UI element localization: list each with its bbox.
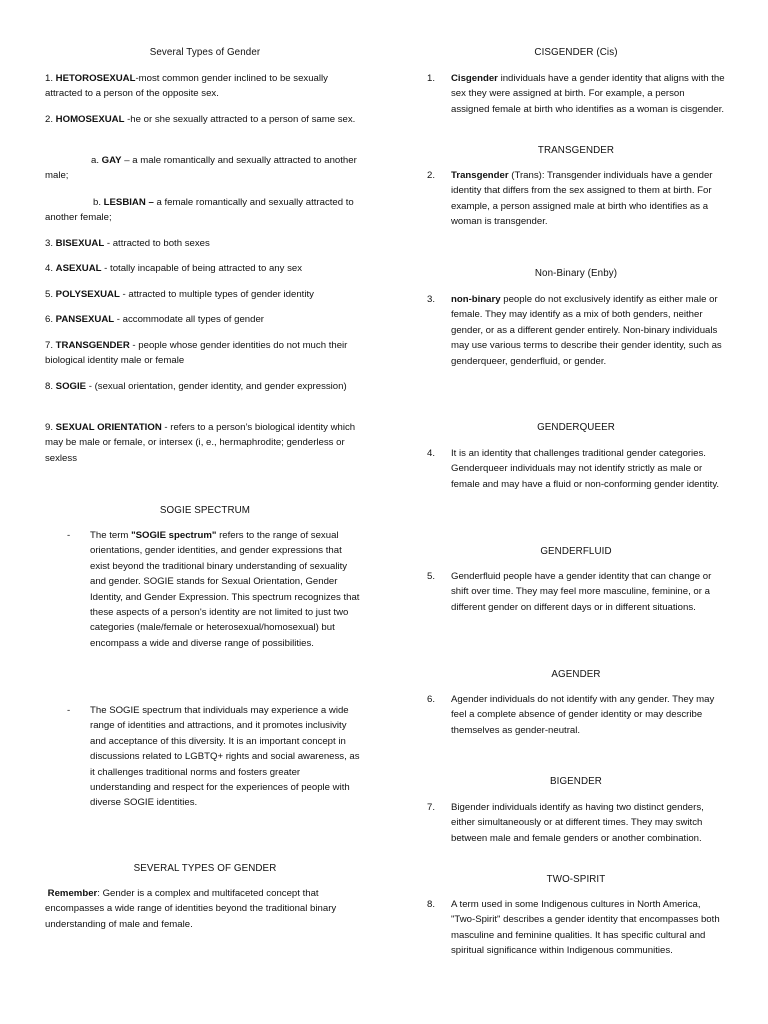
gender-item-8: 8. SOGIE - (sexual orientation, gender identity, and gender expression) (45, 381, 347, 392)
cisgender-item: 1. Cisgender individuals have a gender identity that aligns with the sex they were assigned at birth. For example, a person assigned female at birth who identifies as a woman is cisgender. (427, 73, 725, 115)
gender-item-3: 3. BISEXUAL - attracted to both sexes (45, 238, 210, 249)
agender-title: AGENDER (551, 669, 601, 680)
gender-item-6: 6. PANSEXUAL - accommodate all types of gender (45, 314, 264, 325)
bullet-dash: - (67, 705, 71, 716)
section-title: Several Types of Gender (149, 47, 261, 58)
non-binary-item: 3. non-binary people do not exclusively identify as either male or female. They may identify as a mix of both genders, neither gender, or as a different gender entirely. Non-binary individuals may use various terms to describe their gender identity, such as genderqueer, genderfluid, or gender. (427, 294, 722, 367)
remember-paragraph: Remember: Gender is a complex and multifaceted concept that encompasses a wide range of identities beyond the traditional binary understanding of male and female. (45, 888, 337, 930)
genderqueer-item: 4. It is an identity that challenges traditional gender categories. Genderqueer individuals may not identify strictly as male or female and may have a fluid or non-conforming gender identity. (427, 448, 720, 490)
several-types-title: SEVERAL TYPES OF GENDER (133, 863, 277, 874)
gender-subitem-b: b. LESBIAN – a female romantically and sexually attracted to another female; (45, 197, 354, 224)
gender-item-1: 1. HETOROSEXUAL-most common gender inclined to be sexually attracted to a person of the opposite sex. (45, 73, 328, 100)
bullet-text: The term "SOGIE spectrum" refers to the range of sexual orientations, gender identities, and gender expressions that exist beyond the traditional binary understanding of sexuality and gender. SOGIE stands for Sexual Orientation, Gender Identity, and Gender Expression. This spectrum recognizes that these aspects of a person's identity are not limited to just two categories (male/female or heterosexual/homosexual) but encompass a wide and diverse range of possibilities. (90, 530, 360, 649)
gender-item-9: 9. SEXUAL ORIENTATION - refers to a person’s biological identity which may be male or female, or intersex (i, e., hermaphrodite; genderless or sexless (45, 422, 356, 464)
gender-item-4: 4. ASEXUAL - totally incapable of being attracted to any sex (45, 263, 303, 274)
genderfluid-title: GENDERFLUID (540, 546, 612, 557)
two-spirit-item: 8. A term used in some Indigenous cultures in North America, "Two-Spirit" describes a gender identity that encompasses both masculine and feminine qualities. It has specific cultural and spiritual significance within Indigenous communities. (427, 899, 720, 957)
sogie-spectrum-title: SOGIE SPECTRUM (159, 505, 251, 516)
two-spirit-title: TWO-SPIRIT (546, 874, 606, 885)
genderfluid-item: 5. Genderfluid people have a gender identity that can change or shift over time. They may feel more masculine, feminine, or a different gender on different days or in different situations. (427, 571, 712, 613)
sogie-bullet-2 (45, 703, 365, 811)
bullet-text: The SOGIE spectrum that individuals may experience a wide range of identities and attractions, and it promotes inclusivity and acceptance of this diversity. It is an important concept in discussions related to LGBTQ+ rights and social awareness, as it challenges traditional norms and fosters greater understanding and respect for the experiences of people with diverse SOGIE identities. (90, 705, 360, 809)
gender-subitem-a: a. GAY – a male romantically and sexually attracted to another male; (45, 155, 357, 182)
gender-item-5: 5. POLYSEXUAL - attracted to multiple types of gender identity (45, 289, 314, 300)
gender-item-7: 7. TRANSGENDER - people whose gender identities do not much their biological identity male or female (45, 340, 348, 367)
non-binary-title: Non-Binary (Enby) (534, 268, 618, 279)
genderqueer-title: GENDERQUEER (537, 422, 615, 433)
bigender-item: 7. Bigender individuals identify as having two distinct genders, either simultaneously or at different times. They may switch between male and female genders or another combination. (427, 802, 704, 844)
bullet-dash: - (67, 530, 71, 541)
sogie-bullet-1 (45, 528, 365, 651)
agender-item: 6. Agender individuals do not identify with any gender. They may feel a complete absence of gender identity or may describe themselves as gender-neutral. (427, 694, 715, 736)
bigender-title: BIGENDER (550, 776, 602, 787)
gender-item-2: 2. HOMOSEXUAL -he or she sexually attracted to a person of same sex. (45, 114, 356, 125)
transgender-item: 2. Transgender (Trans): Transgender individuals have a gender identity that differs from the sex assigned to them at birth. For example, a person assigned male at birth who identifies as a woman is transgender. (427, 170, 713, 228)
transgender-title: TRANSGENDER (537, 145, 615, 156)
cisgender-title: CISGENDER (Cis) (534, 47, 618, 58)
